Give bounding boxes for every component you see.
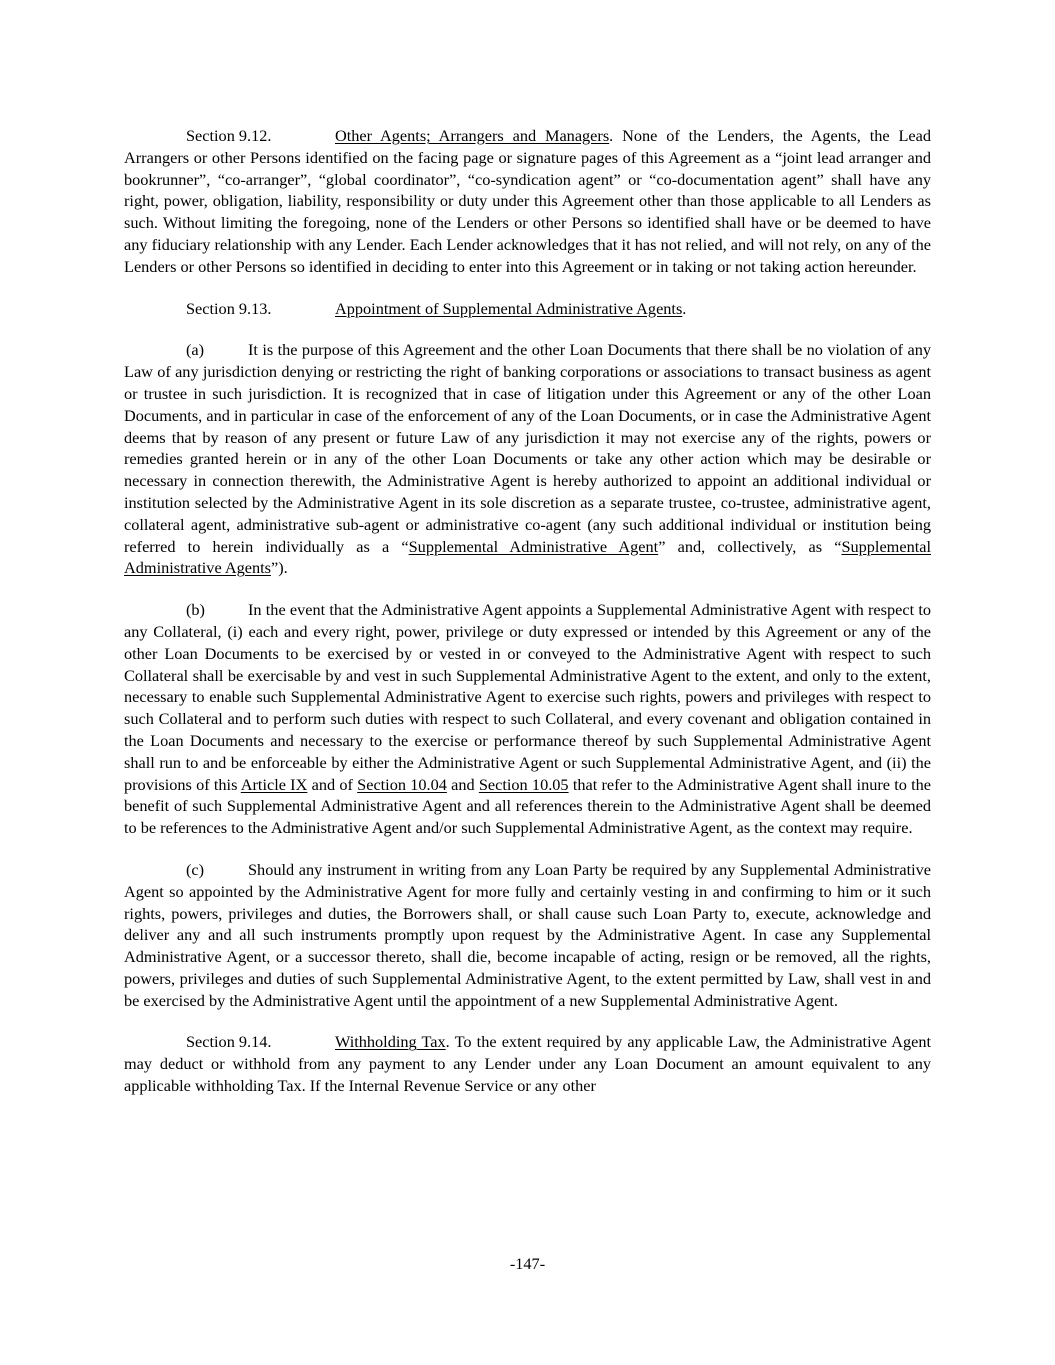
section-number: Section 9.14. <box>186 1032 272 1052</box>
defined-term: Supplemental Administrative Agent <box>408 536 659 556</box>
subsection-a-paragraph <box>124 339 931 579</box>
subsection-body: In the event that the Administrative Agent appoints a Supplemental Administrative Agent with respect to any Collateral, (i) each and every right, power, privilege or duty expressed or intended by this Agreement or any of the other Loan Documents to be exercised by or vested in or conveyed to the Administrative Agent with respect to such Collateral shall be exercisable by and vest in such Supplemental Administrative Agent to the extent, and only to the extent, necessary to enable such Supplemental Administrative Agent to exercise such rights, powers and privileges with respect to such Collateral and to perform such duties with respect to such Collateral, and every covenant and obligation contained in the Loan Documents and necessary to the exercise or performance thereof by such Supplemental Administrative Agent shall run to and be enforceable by either the Administrative Agent or such Supplemental Administrative Agent, and (ii) the provisions of this <box>124 600 931 794</box>
subsection-body: Should any instrument in writing from any Loan Party be required by any Supplemental Administrative Agent so appointed by the Administrative Agent for more fully and certainly vesting in and confirming to him or it such rights, powers, privileges and duties, the Borrowers shall, or shall cause such Loan Party to, execute, acknowledge and deliver any and all such instruments promptly upon request by the Administrative Agent. In case any Supplemental Administrative Agent, or a successor thereto, shall die, become incapable of acting, resign or be removed, all the rights, powers, privileges and duties of such Supplemental Administrative Agent, to the extent permitted by Law, shall vest in and be exercised by the Administrative Agent until the appointment of a new Supplemental Administrative Agent. <box>124 859 931 1010</box>
subsection-b-paragraph <box>124 599 931 839</box>
section-title: Appointment of Supplemental Administrative Agents <box>335 298 683 318</box>
subsection-body-end: ”). <box>270 558 288 578</box>
section-title: Other Agents; Arrangers and Managers <box>335 126 610 145</box>
section-title-period: . <box>682 298 687 318</box>
cross-reference: Section 10.04 <box>357 774 447 794</box>
section-body: . To the extent required by any applicable Law, the Administrative Agent may deduct or withhold from any payment to any Lender under any Loan Document an amount equivalent to any applicable withholding Tax. If the Internal Revenue Service or any other <box>124 1032 931 1096</box>
subsection-body: It is the purpose of this Agreement and the other Loan Documents that there shall be no violation of any Law of any jurisdiction denying or restricting the right of banking corporations or associations to transact business as agent or trustee in such jurisdiction. It is recognized that in case of litigation under this Agreement or any of the other Loan Documents, and in particular in case of the enforcement of any of the Loan Documents, or in case the Administrative Agent deems that by reason of any present or future Law of any jurisdiction it may not exercise any of the rights, powers or remedies granted herein or in any of the other Loan Documents or take any other action which may be desirable or necessary in connection therewith, the Administrative Agent is hereby authorized to appoint an additional individual or institution selected by the Administrative Agent in its sole discretion as a separate trustee, co-trustee, administrative agent, collateral agent, administrative sub-agent or administrative co-agent (any such additional individual or institution being referred to herein individually as a “ <box>124 340 931 556</box>
section-9-12-paragraph <box>124 125 931 278</box>
document-page <box>124 125 931 1117</box>
cross-reference: Article IX <box>240 774 308 794</box>
subsection-body: that refer to the Administrative Agent shall inure to the benefit of such Supplemental Administrative Agent and all references therein to the Administrative Agent shall be deemed to be references to the Administrative Agent and/or such Supplemental Administrative Agent, as the context may require. <box>124 774 932 838</box>
subsection-label: (b) <box>186 600 205 620</box>
section-title: Withholding Tax <box>335 1032 446 1052</box>
section-9-13-heading <box>124 298 931 320</box>
subsection-label: (a) <box>186 340 205 360</box>
section-body: . None of the Lenders, the Agents, the Lead Arrangers or other Persons identified on the facing page or signature pages of this Agreement as a “joint lead arranger and bookrunner”, “co-arranger”, “global coordinator”, “co-syndication agent” or “co-documentation agent” shall have any right, power, obligation, liability, responsibility or duty under this Agreement other than those applicable to all Lenders as such. Without limiting the foregoing, none of the Lenders or other Persons so identified shall have or be deemed to have any fiduciary relationship with any Lender. Each Lender acknowledges that it has not relied, and will not rely, on any of the Lenders or other Persons so identified in deciding to enter into this Agreement or in taking or not taking action hereunder. <box>124 126 931 276</box>
page-number: -147- <box>509 1254 546 1273</box>
subsection-body: and <box>446 774 479 794</box>
section-number: Section 9.12. <box>186 126 272 145</box>
subsection-c-paragraph <box>124 859 931 1012</box>
subsection-label: (c) <box>186 859 205 879</box>
subsection-body-mid: ” and, collectively, as “ <box>658 536 842 556</box>
defined-term: Supplemental Administrative Agents <box>124 536 931 578</box>
section-number: Section 9.13. <box>186 298 272 318</box>
subsection-body: and of <box>307 774 358 794</box>
cross-reference: Section 10.05 <box>478 774 569 794</box>
section-9-14-paragraph <box>124 1031 931 1096</box>
